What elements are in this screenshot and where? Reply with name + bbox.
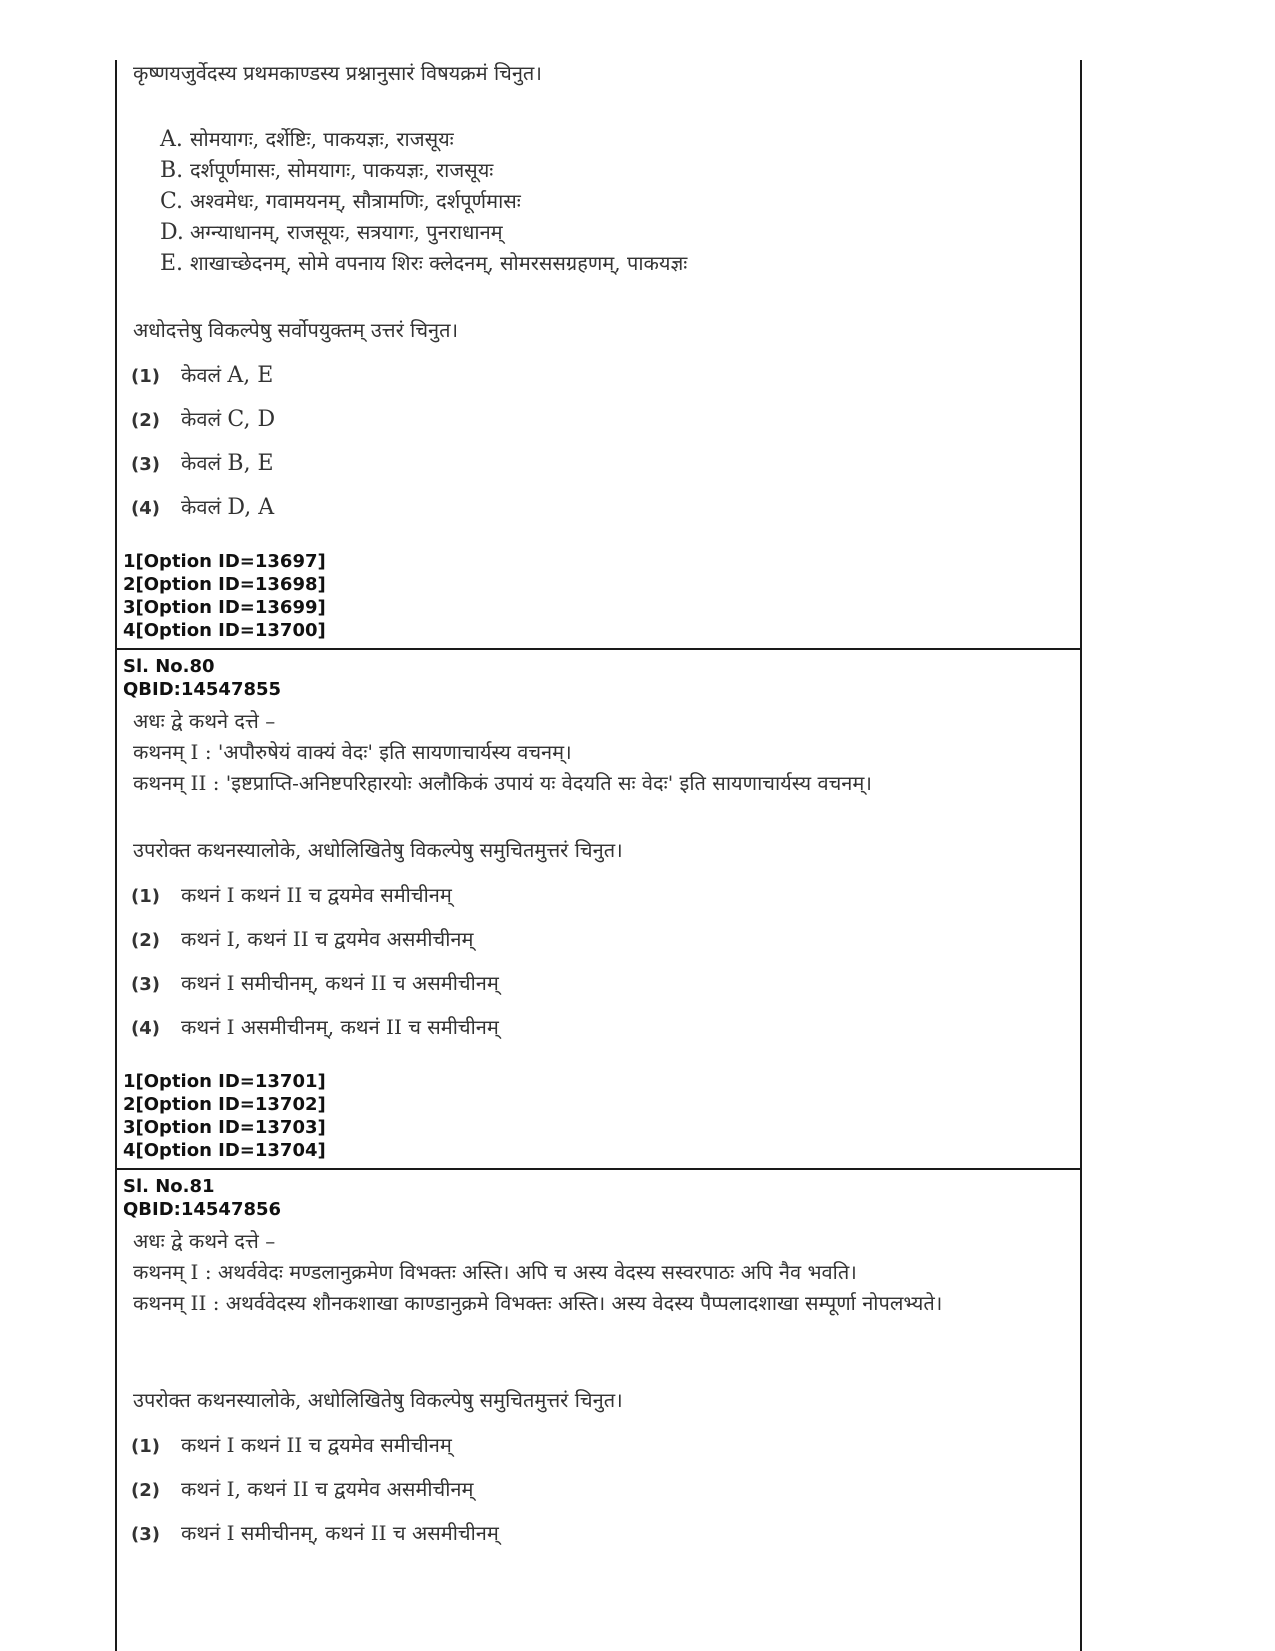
q80-instruction: उपरोक्त कथनस्यालोके, अधोलिखितेषु विकल्पेषु समुचितमुत्तरं चिनुत।: [133, 838, 623, 862]
row-divider: [115, 1168, 1082, 1170]
q80-option-3: (3) कथनं I समीचीनम्, कथनं II च असमीचीनम्: [131, 971, 499, 995]
q80-option-id-1: 1[Option ID=13701]: [123, 1071, 326, 1092]
q79-instruction: अधोदत्तेषु विकल्पेषु सर्वोपयुक्तम् उत्तरं चिनुत।: [133, 318, 459, 342]
q80-intro: अधः द्वे कथने दत्ते –: [133, 709, 276, 733]
q80-statement-1: कथनम् I : 'अपौरुषेयं वाक्यं वेदः' इति सायणाचार्यस्य वचनम्।: [133, 740, 572, 764]
q80-option-4: (4) कथनं I असमीचीनम्, कथनं II च समीचीनम्: [131, 1015, 499, 1039]
q80-option-id-4: 4[Option ID=13704]: [123, 1140, 326, 1161]
q79-statement-b: B. दर्शपूर्णमासः, सोमयागः, पाकयज्ञः, राजसूयः: [160, 158, 494, 183]
q81-statement-1: कथनम् I : अथर्ववेदः मण्डलानुक्रमेण विभक्तः अस्ति। अपि च अस्य वेदस्य सस्वरपाठः अपि नैव भवति।: [133, 1260, 857, 1284]
q79-option-1: (1) केवलं A, E: [131, 363, 274, 388]
q79-statement-a: A. सोमयागः, दर्शेष्टिः, पाकयज्ञः, राजसूयः: [160, 127, 454, 152]
q79-option-id-1: 1[Option ID=13697]: [123, 551, 326, 572]
q79-option-3: (3) केवलं B, E: [131, 451, 274, 476]
q80-option-1: (1) कथनं I कथनं II च द्वयमेव समीचीनम्: [131, 883, 452, 907]
q79-statement-d: D. अग्न्याधानम्, राजसूयः, सत्रयागः, पुनराधानम्: [160, 220, 503, 245]
q79-stem: कृष्णयजुर्वेदस्य प्रथमकाण्डस्य प्रश्नानुसारं विषयक्रमं चिनुत।: [133, 61, 542, 85]
q80-option-id-3: 3[Option ID=13703]: [123, 1117, 326, 1138]
q79-option-4: (4) केवलं D, A: [131, 495, 275, 520]
q79-option-2: (2) केवलं C, D: [131, 407, 276, 432]
q79-statement-e: E. शाखाच्छेदनम्, सोमे वपनाय शिरः क्लेदनम्, सोमरससग्रहणम्, पाकयज्ञः: [160, 251, 688, 276]
q79-option-id-4: 4[Option ID=13700]: [123, 620, 326, 641]
q79-option-id-2: 2[Option ID=13698]: [123, 574, 326, 595]
q81-intro: अधः द्वे कथने दत्ते –: [133, 1229, 276, 1253]
q81-option-1: (1) कथनं I कथनं II च द्वयमेव समीचीनम्: [131, 1433, 452, 1457]
q81-instruction: उपरोक्त कथनस्यालोके, अधोलिखितेषु विकल्पेषु समुचितमुत्तरं चिनुत।: [133, 1388, 623, 1412]
q80-statement-2: कथनम् II : 'इष्टप्राप्ति-अनिष्टपरिहारयोः अलौकिकं उपायं यः वेदयति सः वेदः' इति सायणाचार्यस्य वचनम्।: [133, 771, 872, 795]
q81-sl-no: Sl. No.81: [123, 1176, 215, 1197]
q80-qbid: QBID:14547855: [123, 679, 282, 700]
q79-statement-c: C. अश्वमेधः, गवामयनम्, सौत्रामणिः, दर्शपूर्णमासः: [160, 189, 521, 214]
row-divider: [115, 648, 1082, 650]
q81-option-2: (2) कथनं I, कथनं II च द्वयमेव असमीचीनम्: [131, 1477, 474, 1501]
q79-option-id-3: 3[Option ID=13699]: [123, 597, 326, 618]
q81-qbid: QBID:14547856: [123, 1199, 282, 1220]
q80-option-2: (2) कथनं I, कथनं II च द्वयमेव असमीचीनम्: [131, 927, 474, 951]
q81-option-3: (3) कथनं I समीचीनम्, कथनं II च असमीचीनम्: [131, 1521, 499, 1545]
q80-sl-no: Sl. No.80: [123, 656, 215, 677]
q81-statement-2: कथनम् II : अथर्ववेदस्य शौनकशाखा काण्डानुक्रमे विभक्तः अस्ति। अस्य वेदस्य पैप्पलादशाखा सम्पूर्णा नोपलभ्यते।: [133, 1291, 943, 1315]
q80-option-id-2: 2[Option ID=13702]: [123, 1094, 326, 1115]
